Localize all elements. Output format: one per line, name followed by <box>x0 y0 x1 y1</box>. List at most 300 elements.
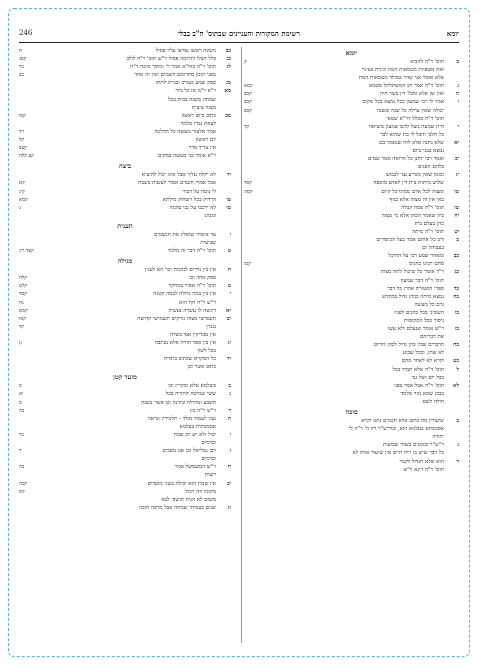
index-entry <box>244 252 459 260</box>
index-entry <box>244 196 459 204</box>
entry-page-ref: ב <box>228 383 231 390</box>
entry-text: תוס' ד"ה אלא תמיד בכל <box>392 366 444 373</box>
entry-page-ref: ו <box>229 431 231 438</box>
entry-source-ref: גח <box>19 299 24 306</box>
index-entry <box>19 188 231 196</box>
entry-text: ומצוה לכל אדם ממתו כל קיום <box>381 188 444 195</box>
entry-text: בכל יום ושל גבי <box>411 374 444 381</box>
entry-text: ורב כל אותם אמר בעל הכיפורים <box>376 237 444 244</box>
entry-page-ref: ט <box>227 283 231 290</box>
entry-text: שיעורין מה כתוב אלא חכמים נתנו וקרא <box>361 418 444 425</box>
entry-text: ניסוך בכל המקומות <box>404 318 444 324</box>
index-entry <box>244 155 459 163</box>
entry-text: תוס' ר"ה דינא ר"ש <box>403 466 444 473</box>
entry-page-ref: טו <box>454 188 459 195</box>
entry-text: יכול ולא יש רב שבת <box>173 431 216 438</box>
entry-text: דיגשה לו עשרה נעשיה <box>168 307 216 314</box>
entry-text: אסמכתא בעלמא הוא, ובדרש"ר רק ה' ר"ה לי <box>348 426 444 433</box>
entry-text: תוס' ר"ה להביא <box>410 59 444 65</box>
section-heading: מועד קטן <box>113 373 137 382</box>
index-entry <box>19 399 231 407</box>
entry-page-ref: כג <box>454 269 459 276</box>
entry-text: כל דבר שיש בו ריח חיים אין שיעור אותו לא <box>352 450 444 457</box>
entry-text: רבן גמליאל וכן אנו נוסבים <box>162 448 216 455</box>
entry-source-ref: רד <box>19 128 24 135</box>
entry-text: כיון שאמר הכהן אלא נר מצוה <box>381 212 444 219</box>
entry-page-ref: כ <box>456 237 459 244</box>
entry-source-ref: קיג <box>19 188 25 195</box>
entry-text: יהודה <box>432 434 444 441</box>
entry-page-ref: ב <box>456 418 459 425</box>
entry-source-ref: ס <box>19 383 22 390</box>
entry-source-ref: קצ,קלח <box>19 153 34 160</box>
entry-text: מפני הזמן מתרומם השמים ואין זה אחד <box>134 72 216 79</box>
entry-source-ref: קלט <box>19 283 28 290</box>
index-entry <box>244 188 459 196</box>
index-entry <box>244 107 459 115</box>
entry-source-ref: קסא <box>244 83 253 90</box>
entry-source-ref: קסב <box>244 107 252 114</box>
index-entry <box>244 382 459 390</box>
index-entry <box>19 63 231 71</box>
entry-text: תוס' ר"ה אבל אמר בפני <box>393 382 444 389</box>
entry-source-ref: ג <box>19 204 21 211</box>
index-entry <box>19 390 231 398</box>
entry-source-ref: קסד <box>19 291 27 298</box>
index-entry <box>244 341 459 349</box>
entry-text: חולה לשם <box>422 398 444 405</box>
entry-text: ששי שמיטה התורה בכל <box>165 391 216 398</box>
entry-text: ר"ש"ר ובזמנים בשתי שבועות <box>382 442 444 449</box>
entry-text: כהן בעלם בית <box>414 220 444 227</box>
entry-source-ref: קכח <box>19 480 28 487</box>
entry-page-ref: מא <box>224 88 231 95</box>
entry-text: אמר לו רבי שמעון בכל נמצא בכל מקום <box>362 99 444 106</box>
entry-page-ref: כב <box>225 48 231 54</box>
index-entry <box>19 382 231 390</box>
entry-page-ref: לג <box>226 64 231 71</box>
index-entry <box>19 120 231 128</box>
entry-source-ref: קצד,ריג <box>19 248 34 255</box>
entry-text: הית שמעה מעל להם שמעון מוציאה <box>368 123 444 130</box>
entry-source-ref: קסו <box>19 112 26 119</box>
entry-source-ref: קד <box>19 323 25 330</box>
index-entry <box>19 496 231 504</box>
entry-text: לא ירכבו על גבי בהמה <box>169 204 216 211</box>
index-entry <box>244 260 459 268</box>
page-number: 246 <box>19 29 33 37</box>
entry-source-ref: קל <box>19 137 25 144</box>
entry-source-ref: קצב <box>19 145 27 152</box>
entry-text: כתוב אשר וכן <box>187 364 216 371</box>
index-entry <box>244 293 459 301</box>
entry-page-ref: ו <box>457 99 459 106</box>
entry-page-ref: ט <box>227 248 231 255</box>
entry-text: לא יקלה עליך אבל אינו יכול להוציא <box>141 172 216 179</box>
entry-text: תוס' ר"ה דבר זה מלמד <box>167 248 216 255</box>
entry-text: אין בין במה גדולה לבמה קטנה <box>153 291 216 298</box>
index-entry <box>19 47 231 55</box>
index-entry <box>19 104 231 112</box>
entry-text: אין בין ספר תורה אלא נכתבה <box>154 340 216 346</box>
index-entry <box>244 458 459 466</box>
index-entry <box>19 152 231 160</box>
index-entry <box>244 139 459 147</box>
index-entry <box>244 325 459 333</box>
index-entry <box>244 228 459 236</box>
running-header <box>19 29 459 41</box>
entry-text: ספק אחד וכו <box>189 275 216 282</box>
entry-text: עד אימתי שואלין את הגשמים <box>154 231 216 238</box>
entry-text: ובדמים <box>201 456 216 463</box>
index-entry <box>19 282 231 290</box>
column-divider <box>241 47 242 643</box>
entry-page-ref: כח <box>453 342 459 349</box>
entry-text: שלא נתנה אלא לזה שנאמר בם <box>379 139 444 146</box>
index-entry <box>244 179 459 187</box>
section-heading: מגילה <box>117 257 133 266</box>
section-heading: יומא <box>345 49 358 57</box>
index-entry <box>244 285 459 293</box>
section-heading: תענית <box>117 221 133 230</box>
entry-text: ר"ש אומר שנעלם ולא עשו <box>387 326 444 333</box>
entry-text: תוס' ר"ה אסור במחקר <box>168 283 216 290</box>
entry-source-ref: קמא <box>19 307 28 314</box>
entry-page-ref: יד <box>226 356 231 363</box>
entry-text: ספרי הקטורת אהרן כל דבר <box>387 285 444 292</box>
index-entry <box>19 179 231 187</box>
entry-text: תוס' ד"ה מכלל דר"א שמאי <box>386 115 444 122</box>
entry-source-ref: קסד <box>244 180 252 187</box>
entry-page-ref: יד <box>226 172 231 179</box>
section-heading: ביצה <box>119 162 131 171</box>
entry-text: אמר אלעזר מעשה כל ההלכה <box>154 128 216 135</box>
index-entry <box>244 390 459 398</box>
entry-text: גרם כל מעשה <box>414 301 444 308</box>
index-entry <box>19 407 231 415</box>
entry-page-ref: יא <box>226 307 231 314</box>
index-entry <box>244 374 459 382</box>
index-entry <box>19 136 231 144</box>
index-entry <box>19 290 231 298</box>
index-entry <box>19 463 231 471</box>
entry-page-ref: מב <box>225 112 231 119</box>
index-entry <box>244 98 459 106</box>
entry-page-ref: טו <box>226 196 231 203</box>
entry-page-ref: יג <box>227 504 231 511</box>
entry-text: ובזמן שאין מסייע עני לכבוש <box>385 172 444 179</box>
index-entry <box>244 212 459 220</box>
index-entry <box>19 266 231 274</box>
index-entry <box>244 236 459 244</box>
entry-page-ref: ו <box>229 231 231 238</box>
entry-text: תשמישי מצוה נזרקים תשמישי קדושה <box>137 315 216 322</box>
entry-text: תוס' ר"ה מיתה <box>412 228 444 235</box>
entry-page-ref: ל <box>456 366 459 373</box>
entry-text: ר"א אומר בני מעשה במקום <box>157 153 216 160</box>
index-entry <box>244 163 459 171</box>
index-entry <box>19 274 231 282</box>
entry-page-ref: יג <box>227 340 231 346</box>
section-heading: סוכה <box>345 408 358 417</box>
index-entry <box>244 58 459 66</box>
entry-text: נקמנה ראשו נפרצו עליו פסול <box>155 48 216 54</box>
index-entry <box>19 87 231 95</box>
entry-text: אין שכרן הוא יכולה בשני מועדים <box>147 480 216 487</box>
entry-source-ref: קסב <box>244 99 252 106</box>
entry-text: נגנזין <box>206 323 216 330</box>
index-entry <box>19 55 231 63</box>
index-entry <box>19 488 231 496</box>
index-entry <box>244 171 459 179</box>
entry-page-ref: יב <box>454 156 459 163</box>
entry-text: אסמכתות בעלמא <box>179 423 216 430</box>
index-entry <box>244 147 459 155</box>
index-entry <box>19 480 231 488</box>
entry-text: ומנהג <box>204 212 216 219</box>
entry-text: תוס' ר"ה פסח קבלה <box>401 204 444 211</box>
index-entry <box>244 349 459 357</box>
entry-text: כל חלבי והכל לי בת שהוא לבר <box>380 131 444 138</box>
index-entry <box>244 333 459 341</box>
index-entry <box>244 425 459 433</box>
entry-page-ref: ב <box>456 59 459 65</box>
entry-text: בשלמא אלא ומקרין וכו <box>168 383 216 390</box>
index-entry <box>244 90 459 98</box>
entry-page-ref: מג <box>226 80 231 87</box>
index-entry <box>19 247 231 255</box>
entry-text: אין בין גדרים לנדבות וכו' הא לענין <box>145 267 216 274</box>
entry-text: כל המקרא שכתוב בתורה <box>163 356 216 363</box>
entry-text: בכל לשון <box>197 348 216 355</box>
entry-page-ref: לא <box>453 382 459 389</box>
left-column <box>19 47 231 643</box>
entry-text: יום ראשון <box>195 137 216 144</box>
entry-page-ref: טז <box>454 204 459 211</box>
entry-source-ref: ס <box>19 399 22 406</box>
entry-text: וקרא לא לאחד מהם <box>401 358 444 365</box>
index-entry <box>19 431 231 439</box>
entry-text: ר"ש ר"ה וקל הוא <box>179 299 216 306</box>
entry-text: ואמר רבי יוחנן כל הרואה אמר שמים <box>368 156 444 163</box>
entry-source-ref: קמא <box>19 196 28 203</box>
header-rule <box>19 42 459 43</box>
entry-text: הוא שלא הגדול לקבר <box>399 458 444 465</box>
index-entry <box>19 504 231 512</box>
entry-text: השמיני בכל כהנים לפניו <box>394 309 444 316</box>
index-entry <box>19 212 231 220</box>
entry-source-ref: יא <box>19 391 24 398</box>
entry-text: באי אין זה מצוה אלא בגוף <box>389 196 444 203</box>
index-entry <box>19 363 231 371</box>
index-entry <box>244 301 459 309</box>
index-entry <box>244 433 459 441</box>
entry-source-ref: קס <box>19 488 25 495</box>
entry-page-ref: ג <box>457 442 459 449</box>
index-entry <box>244 466 459 474</box>
entry-text: אין צריך סדר <box>188 145 216 152</box>
entry-source-ref: קא <box>19 180 25 187</box>
entry-text: שביעית <box>200 239 216 246</box>
entry-page-ref: כד <box>453 285 459 292</box>
entry-text: הדברים שבין כהן גדול לכהן הדיוט <box>373 342 444 349</box>
entry-source-ref: קסו <box>244 261 251 268</box>
entry-text: ואין שן אלא זהב? דין בשר חיה <box>379 91 444 98</box>
index-entry <box>19 204 231 212</box>
entry-text: יכולה שאין ערלה כל שנה ובשנה <box>376 107 444 114</box>
tractate-label: יומא <box>446 29 459 38</box>
entry-source-ref: ד <box>19 448 22 455</box>
entry-source-ref: קלח <box>19 275 27 282</box>
entry-page-ref: י <box>229 291 231 298</box>
entry-text: תוס' ר"ה בזה"א אמר ר' ומתוך סיבה ר"ה <box>130 64 216 71</box>
entry-text: בעבודה וכן <box>421 245 444 252</box>
index-entry <box>19 415 231 423</box>
entry-page-ref: ג <box>229 391 231 398</box>
index-entry <box>244 277 459 285</box>
entry-text: אבל אמרו חכמים אסור לעשות בשבת <box>138 180 216 187</box>
entry-text: לא שתו, ובכל שבוע <box>402 350 444 357</box>
index-entry <box>19 307 231 315</box>
entry-text: אין מבדיקין אפי בשרה <box>169 331 216 338</box>
entry-text: שנים בצמיתי שמחה אבל מרבה חובה <box>138 504 216 511</box>
entry-page-ref: י <box>457 123 459 130</box>
index-entry <box>19 439 231 447</box>
entry-text: לי נוטה על דבור <box>182 188 216 195</box>
index-entry <box>244 82 459 90</box>
entry-text: את דבריהם <box>420 334 444 341</box>
entry-text: ר"א ר"מ אז כל מיד <box>175 88 216 95</box>
entry-page-ref: כג <box>226 56 231 63</box>
index-entry <box>19 196 231 204</box>
index-entry <box>19 96 231 104</box>
index-entry <box>19 447 231 455</box>
index-entry <box>19 128 231 136</box>
entry-source-ref: כה <box>19 407 25 414</box>
document-page <box>8 8 470 657</box>
entry-text: בלחם הפנים <box>418 164 444 171</box>
entry-text: משום לא הניח תושבי לבא <box>161 496 216 503</box>
index-entry <box>19 339 231 347</box>
index-entry <box>244 366 459 374</box>
entry-source-ref: ק <box>244 59 247 65</box>
index-entry <box>19 239 231 247</box>
right-column <box>244 47 459 643</box>
entry-page-ref: ז <box>229 448 231 455</box>
index-entry <box>244 66 459 74</box>
entry-text: שמחה משנה בבית בכל <box>168 96 216 103</box>
entry-page-ref: כז <box>454 326 459 333</box>
entry-text: הרדוק בכל וישחוק מילתא <box>162 196 216 203</box>
entry-text: כתוב ביום ראשון <box>181 112 216 119</box>
entry-text: תוס' ד"ה אמר רב המשתלתל מטמא <box>369 83 444 90</box>
entry-page-ref: ג <box>457 83 459 90</box>
entry-text: סתם רבינו כהניס <box>409 261 444 268</box>
entry-page-ref: ד <box>228 407 231 414</box>
entry-text: ואת אשפיות מטמאות המת וגיגית בעיגר <box>361 67 444 74</box>
entry-source-ref: קד <box>244 123 250 130</box>
entry-page-ref: יא <box>454 139 459 146</box>
entry-text: ר"ד אומר כל שיכול לתת מצות <box>380 269 444 276</box>
entry-page-ref: כו <box>454 309 459 316</box>
entry-text: השבע ומחילה ונתינה וכן אשר בשנה <box>141 399 216 406</box>
index-entry <box>19 79 231 87</box>
page-title: רשימת המקורות והעניינים שבתוס' ח"ב בבלי <box>178 29 300 38</box>
index-entry <box>244 317 459 325</box>
entry-text: מקומו וזה ויכול <box>185 488 216 495</box>
index-entry <box>244 123 459 131</box>
index-entry <box>19 315 231 323</box>
entry-page-ref: יט <box>454 228 459 235</box>
entry-source-ref: ח <box>19 48 22 54</box>
entry-text: נמצא מיתה בכהן גדול במקדש <box>382 293 444 300</box>
index-entry <box>244 309 459 317</box>
index-entry <box>244 204 459 212</box>
entry-text: נעין לעמוד מולד - תלמידין ונראה <box>147 415 216 422</box>
entry-text: נמצא בבני ביום <box>412 148 444 155</box>
entry-page-ref: ח <box>227 267 231 274</box>
entry-page-ref: יב <box>226 315 231 322</box>
index-entry <box>244 398 459 406</box>
index-entry <box>244 74 459 82</box>
entry-text: תוס' ר"ה דבר שמעון <box>400 277 444 284</box>
entry-page-ref: יג <box>455 172 459 179</box>
index-entry <box>244 449 459 457</box>
index-entry <box>244 220 459 228</box>
index-entry <box>19 171 231 179</box>
entry-page-ref: יח <box>454 212 459 219</box>
index-entry <box>19 347 231 355</box>
entry-page-ref: כב <box>453 253 459 260</box>
index-entry <box>244 115 459 123</box>
entry-page-ref: ה <box>227 415 231 422</box>
index-entry <box>244 268 459 276</box>
entry-source-ref: קמז <box>19 315 27 322</box>
entry-page-ref: ח <box>227 464 231 471</box>
index-entry <box>19 331 231 339</box>
index-entry <box>244 357 459 365</box>
index-entry <box>19 455 231 463</box>
entry-source-ref: קסג <box>19 56 27 63</box>
entry-text: כלל חבלו ותרומה פסול ר"ש תוס' ר"ה לולב <box>126 56 216 63</box>
index-entry <box>19 231 231 239</box>
entry-source-ref: כד <box>19 64 24 71</box>
index-entry <box>244 244 459 252</box>
entry-text: ומאחר שמע רבי על ההיכל <box>388 253 444 260</box>
entry-text: מצוה ציצית <box>192 104 216 111</box>
entry-text: בבכן שמא גזור מלמד <box>400 390 444 397</box>
index-entry <box>19 144 231 152</box>
entry-source-ref: קסב <box>244 91 252 98</box>
entry-source-ref: קסה <box>244 188 253 195</box>
entry-page-ref: ה <box>455 91 459 98</box>
index-entry <box>19 112 231 120</box>
index-entry <box>19 71 231 79</box>
entry-text: ובדמים <box>201 440 216 447</box>
index-entry <box>19 471 231 479</box>
entry-text: שלוש מיתות בית דין לאדם מוספה <box>373 180 444 187</box>
index-entry <box>19 299 231 307</box>
entry-page-ref: טז <box>226 204 231 211</box>
entry-source-ref: כב <box>19 72 24 79</box>
entry-page-ref: ד <box>456 458 459 465</box>
entry-text: לצאת גברו מלמד <box>180 120 216 127</box>
index-entry <box>19 355 231 363</box>
entry-text: אלא אומר אני שהיו במולד מטמאות המת <box>358 75 444 82</box>
entry-text: רשות <box>204 472 216 479</box>
entry-text: ספק שמע בעורב ובניתו לתתו <box>155 80 216 87</box>
entry-page-ref: כט <box>453 358 459 365</box>
